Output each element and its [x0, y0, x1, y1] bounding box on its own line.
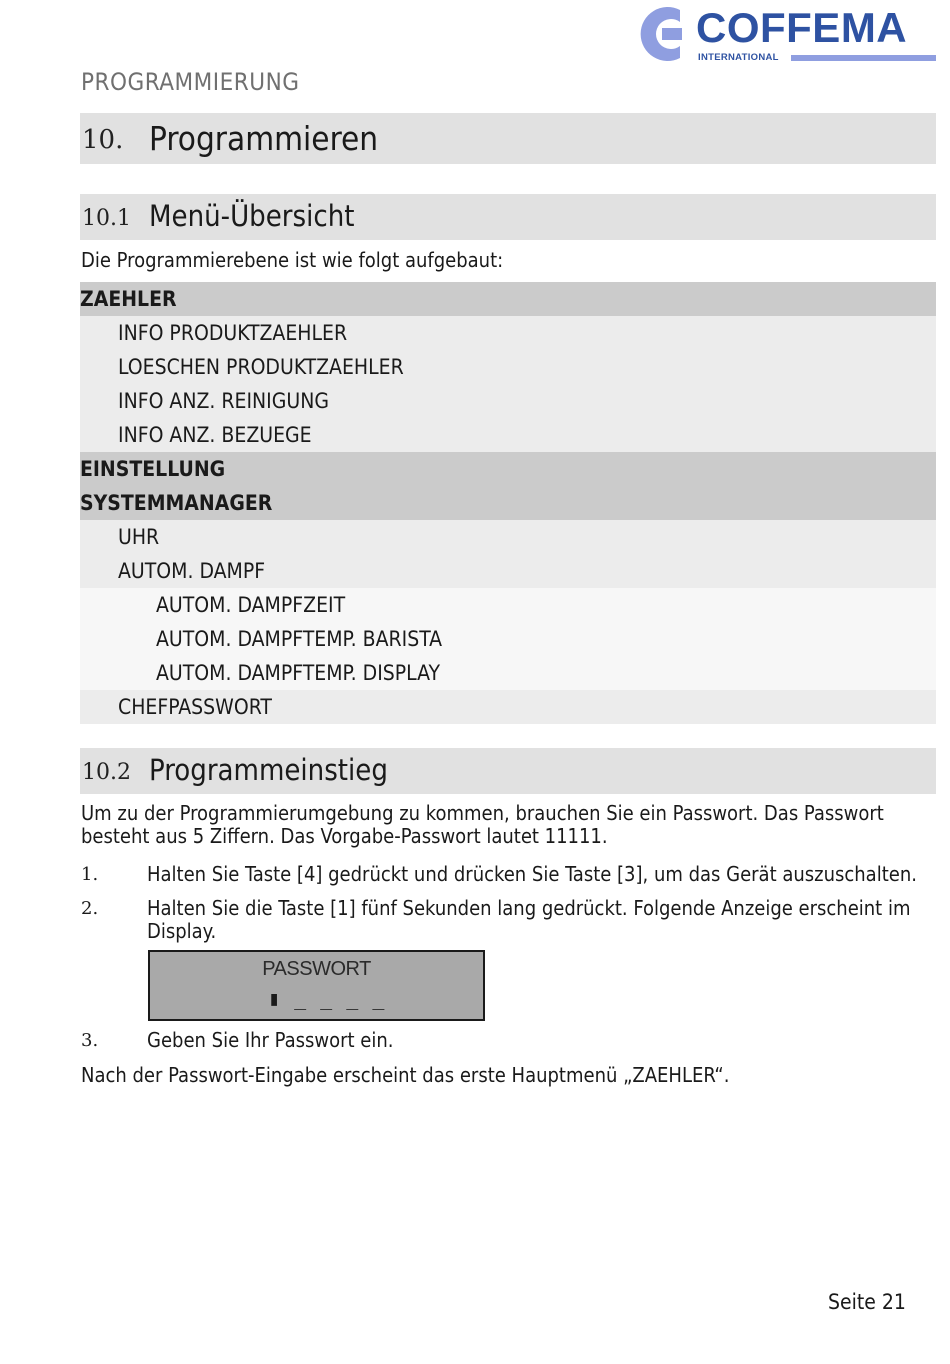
logo-underline	[791, 55, 936, 61]
step-line: Halten Sie die Taste [1] fünf Sekunden lang gedrückt. Folgende Anzeige erscheint im	[147, 896, 911, 920]
intro-line: Um zu der Programmierumgebung zu kommen, brauchen Sie ein Passwort. Das Passwort	[81, 801, 884, 825]
menu-row	[80, 554, 936, 588]
menu-row	[80, 452, 936, 486]
menu-row-label: CHEFPASSWORT	[118, 695, 272, 719]
menu-row-label: INFO PRODUKTZAEHLER	[118, 321, 348, 345]
menu-row-label: SYSTEMMANAGER	[80, 491, 273, 515]
chapter-heading	[80, 113, 936, 164]
section-heading-10-2	[80, 748, 936, 794]
menu-row-label: INFO ANZ. BEZUEGE	[118, 423, 312, 447]
password-entry: ▮ _ _ _ _	[268, 986, 386, 1010]
menu-row-label: EINSTELLUNG	[80, 457, 226, 481]
menu-row-label: AUTOM. DAMPFTEMP. DISPLAY	[156, 661, 440, 685]
logo-c-mark	[628, 2, 690, 66]
step-line: Geben Sie Ihr Passwort ein.	[147, 1028, 394, 1052]
section-number: 10.2	[82, 760, 131, 785]
page-number: Seite 21	[828, 1290, 906, 1314]
menu-row-label: ZAEHLER	[80, 287, 177, 311]
menu-row	[80, 418, 936, 452]
intro-paragraph	[81, 802, 884, 848]
step-text	[147, 863, 917, 886]
menu-row	[80, 622, 936, 656]
logo-subtitle: INTERNATIONAL	[698, 52, 779, 63]
menu-intro: Die Programmierebene ist wie folgt aufgebaut:	[81, 248, 504, 272]
menu-row	[80, 282, 936, 316]
menu-row-label: AUTOM. DAMPFTEMP. BARISTA	[156, 627, 443, 651]
chapter-title: Programmieren	[149, 119, 379, 158]
brand-logo	[628, 2, 938, 66]
step-text	[147, 897, 917, 943]
chapter-number: 10.	[82, 125, 124, 155]
section-number: 10.1	[82, 206, 131, 231]
step-number: 1.	[81, 864, 99, 885]
menu-row	[80, 486, 936, 520]
section-label: PROGRAMMIERUNG	[81, 68, 300, 96]
menu-row	[80, 656, 936, 690]
step-text	[147, 1029, 917, 1052]
display-title: PASSWORT	[262, 958, 371, 980]
menu-row	[80, 316, 936, 350]
closing-text: Nach der Passwort-Eingabe erscheint das erste Hauptmenü „ZAEHLER“.	[81, 1063, 730, 1087]
menu-row	[80, 384, 936, 418]
menu-row	[80, 350, 936, 384]
lcd-display	[148, 950, 485, 1021]
menu-row	[80, 520, 936, 554]
step-line: Display.	[147, 919, 217, 943]
section-title: Programmeinstieg	[149, 753, 388, 787]
menu-row-label: LOESCHEN PRODUKTZAEHLER	[118, 355, 404, 379]
menu-row-label: AUTOM. DAMPF	[118, 559, 266, 583]
step-line: Halten Sie Taste [4] gedrückt und drücken Sie Taste [3], um das Gerät auszuschalten.	[147, 862, 917, 886]
menu-row-label: INFO ANZ. REINIGUNG	[118, 389, 329, 413]
menu-row-label: UHR	[118, 525, 160, 549]
section-heading-10-1	[80, 194, 936, 240]
menu-row-label: AUTOM. DAMPFZEIT	[156, 593, 346, 617]
menu-row	[80, 588, 936, 622]
section-title: Menü-Übersicht	[149, 199, 355, 233]
step-number: 3.	[81, 1030, 99, 1051]
intro-line: besteht aus 5 Ziffern. Das Vorgabe-Passwort lautet 11111.	[81, 824, 608, 848]
step-number: 2.	[81, 898, 99, 919]
menu-overview-table	[80, 282, 936, 724]
logo-wordmark: COFFEMA	[696, 4, 908, 51]
menu-row	[80, 690, 936, 724]
